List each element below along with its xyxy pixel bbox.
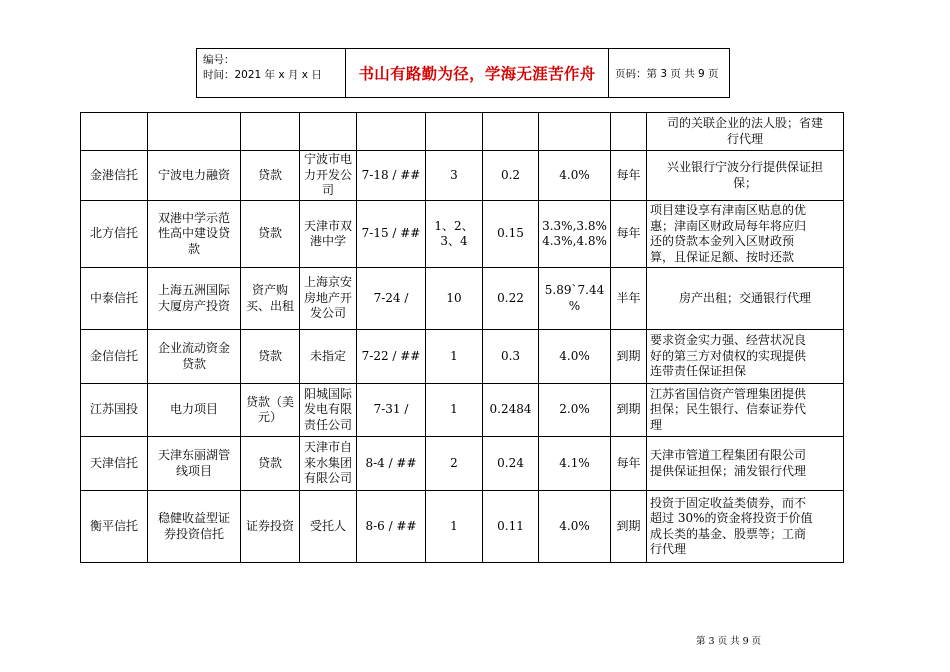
amount-cell: 0.24 [483,437,539,491]
borrower-cell [300,330,357,384]
project-cell [148,384,241,437]
remark-line: 超过 30%的资金将投资于价值 [650,511,813,525]
borrower-line: 责任公司 [303,417,352,432]
remark-line: 算，且保证足额、按时还款 [650,249,795,264]
remark-cell [647,491,844,563]
rate-line: 5.89`7.44 [544,283,605,297]
rate-cell [539,384,611,437]
project-cell [148,201,241,268]
doc-number-label: 编号： [203,54,235,66]
rate-cell [539,268,611,330]
project-cell [148,268,241,330]
use-cell [241,201,300,268]
amount-cell: 0.2 [483,151,539,201]
borrower-cell [300,201,357,268]
trust-cell: 金信信托 [81,330,148,384]
remark-cell [647,201,844,268]
borrower-line: 发公司 [309,306,346,321]
date-cell: 7-18 / ## [357,151,426,201]
payment-cell: 到期 [611,491,647,563]
table-cell [81,113,148,151]
table-cell [426,113,483,151]
term-cell: 1 [426,491,483,563]
header-page-label: 页码：第 3 页 共 9 页 [609,49,730,98]
project-cell [148,437,241,491]
table-cell [241,113,300,151]
doc-time-label: 时间：2021 年 x 月 x 日 [203,69,322,81]
use-cell [241,268,300,330]
rate-cell [539,491,611,563]
project-line: 双港中学示范 [157,210,230,225]
rate-cell [539,437,611,491]
remark-line: 行代理 [726,131,763,146]
remark-cell [647,268,844,330]
remark-cell [647,437,844,491]
amount-cell: 0.11 [483,491,539,563]
use-line: 买、出租 [245,298,294,313]
remark-line: 保； [732,175,757,190]
remark-line: 行代理 [650,542,687,556]
use-line: 证券投资 [245,518,294,533]
remark-line: 天津市管道工程集团有限公司 [650,448,807,462]
trust-cell: 江苏国投 [81,384,148,437]
table-row [81,437,844,491]
borrower-line: 房地产开 [303,290,352,305]
borrower-cell [300,491,357,563]
remark-line: 要求资金实力强、经营状况良 [650,333,807,348]
date-cell: 8-4 / ## [357,437,426,491]
project-line: 贷款 [181,356,206,371]
project-cell [148,151,241,201]
project-line: 企业流动资金 [157,341,230,355]
project-line: 款 [187,241,200,256]
project-line: 券投资信托 [163,526,224,541]
borrower-line: 天津市自 [303,440,352,455]
date-cell: 8-6 / ## [357,491,426,563]
project-line: 稳健收益型证 [157,511,230,525]
project-line: 宁波电力融资 [157,167,230,182]
use-line: 贷款（美 [245,394,294,409]
borrower-line: 港中学 [309,234,346,248]
remark-line: 理 [650,417,663,432]
table-row [81,201,844,268]
project-line: 性高中建设贷 [157,226,230,241]
remark-line: 司的关联企业的法人股；省建 [666,116,823,130]
remark-line: 江苏省国信资产管理集团提供 [650,386,807,401]
table-row [81,330,844,384]
rate-line: 2.0% [559,402,590,417]
use-cell [241,491,300,563]
remark-line: 好的第三方对债权的实现提供 [650,348,807,363]
amount-cell: 0.2484 [483,384,539,437]
term-cell: 2 [426,437,483,491]
borrower-line: 力开发公 [303,167,352,182]
remark-line: 惠；津南区财政局每年将应归 [650,218,807,233]
project-line: 上海五洲国际 [157,283,230,297]
payment-cell: 到期 [611,330,647,384]
use-cell [241,151,300,201]
amount-cell: 0.22 [483,268,539,330]
payment-cell: 每年 [611,201,647,268]
borrower-line: 宁波市电 [303,152,352,167]
payment-cell: 到期 [611,384,647,437]
trust-cell: 金港信托 [81,151,148,201]
date-cell: 7-31 / [357,384,426,437]
borrower-cell [300,437,357,491]
use-line: 资产购 [251,283,288,297]
borrower-line: 未指定 [309,348,346,363]
remark-line: 项目建设享有津南区贴息的优 [650,203,807,217]
date-cell: 7-22 / ## [357,330,426,384]
borrower-cell [300,268,357,330]
borrower-line: 阳城国际 [303,386,352,401]
remark-line: 房产出租；交通银行代理 [678,290,811,305]
term-cell: 1 [426,384,483,437]
use-cell [241,384,300,437]
table-cell [148,113,241,151]
date-cell: 7-15 / ## [357,201,426,268]
page-footer: 第 3 页 共 9 页 [696,636,762,647]
remark-cell [647,151,844,201]
amount-cell: 0.15 [483,201,539,268]
borrower-line: 发电有限 [303,402,352,417]
borrower-line: 司 [321,183,334,198]
remark-line: 担保；民生银行、信泰证券代 [650,402,807,417]
table-row [81,491,844,563]
borrower-line: 来水集团 [303,455,352,470]
term-cell: 10 [426,268,483,330]
rate-line: 4.0% [559,167,590,182]
table-row-continued [81,113,844,151]
table-cell [483,113,539,151]
term-cell: 1、2、3、4 [426,201,483,268]
remark-line: 兴业银行宁波分行提供保证担 [666,160,823,174]
borrower-line: 有限公司 [303,471,352,486]
rate-line: 4.1% [559,455,590,470]
borrower-line: 上海京安 [303,275,352,290]
remark-line: 成长类的基金、股票等；工商 [650,526,807,541]
remark-cell [647,113,844,151]
project-line: 线项目 [175,463,212,478]
rate-line: 4.0% [559,348,590,363]
rate-line: 4.0% [559,518,590,533]
rate-cell [539,151,611,201]
table-cell [300,113,357,151]
trust-cell: 中泰信托 [81,268,148,330]
term-cell: 3 [426,151,483,201]
table-row [81,268,844,330]
document-header [196,48,730,98]
use-line: 元） [257,410,282,424]
table-row [81,151,844,201]
borrower-line: 受托人 [309,518,346,533]
use-line: 贷款 [257,167,282,182]
table-cell [539,113,611,151]
remark-line: 投资于固定收益类债券，而不 [650,495,807,510]
trust-cell: 天津信托 [81,437,148,491]
rate-line: % [568,298,581,313]
header-meta [197,49,346,98]
borrower-cell [300,384,357,437]
table-cell [357,113,426,151]
use-line: 贷款 [257,348,282,363]
borrower-line: 天津市双 [303,218,352,233]
payment-cell: 半年 [611,268,647,330]
rate-line: 4.3%,4.8% [542,234,607,248]
trust-cell: 北方信托 [81,201,148,268]
table-cell [611,113,647,151]
term-cell: 1 [426,330,483,384]
use-line: 贷款 [257,226,282,241]
project-cell [148,491,241,563]
payment-cell: 每年 [611,437,647,491]
borrower-cell [300,151,357,201]
use-line: 贷款 [257,455,282,470]
table-row [81,384,844,437]
remark-line: 连带责任保证担保 [650,364,747,379]
rate-cell [539,330,611,384]
project-cell [148,330,241,384]
remark-line: 还的贷款本金列入区财政预 [650,234,795,248]
project-line: 电力项目 [169,402,218,417]
amount-cell: 0.3 [483,330,539,384]
trust-products-table [80,112,844,563]
project-line: 大厦房产投资 [157,298,230,313]
remark-cell [647,330,844,384]
remark-cell [647,384,844,437]
use-cell [241,437,300,491]
trust-cell: 衡平信托 [81,491,148,563]
rate-cell [539,201,611,268]
header-motto: 书山有路勤为径，学海无涯苦作舟 [346,49,609,98]
remark-line: 提供保证担保；浦发银行代理 [650,463,807,478]
use-cell [241,330,300,384]
payment-cell: 每年 [611,151,647,201]
project-line: 天津东丽湖管 [157,448,230,462]
date-cell: 7-24 / [357,268,426,330]
rate-line: 3.3%,3.8% [542,218,607,233]
